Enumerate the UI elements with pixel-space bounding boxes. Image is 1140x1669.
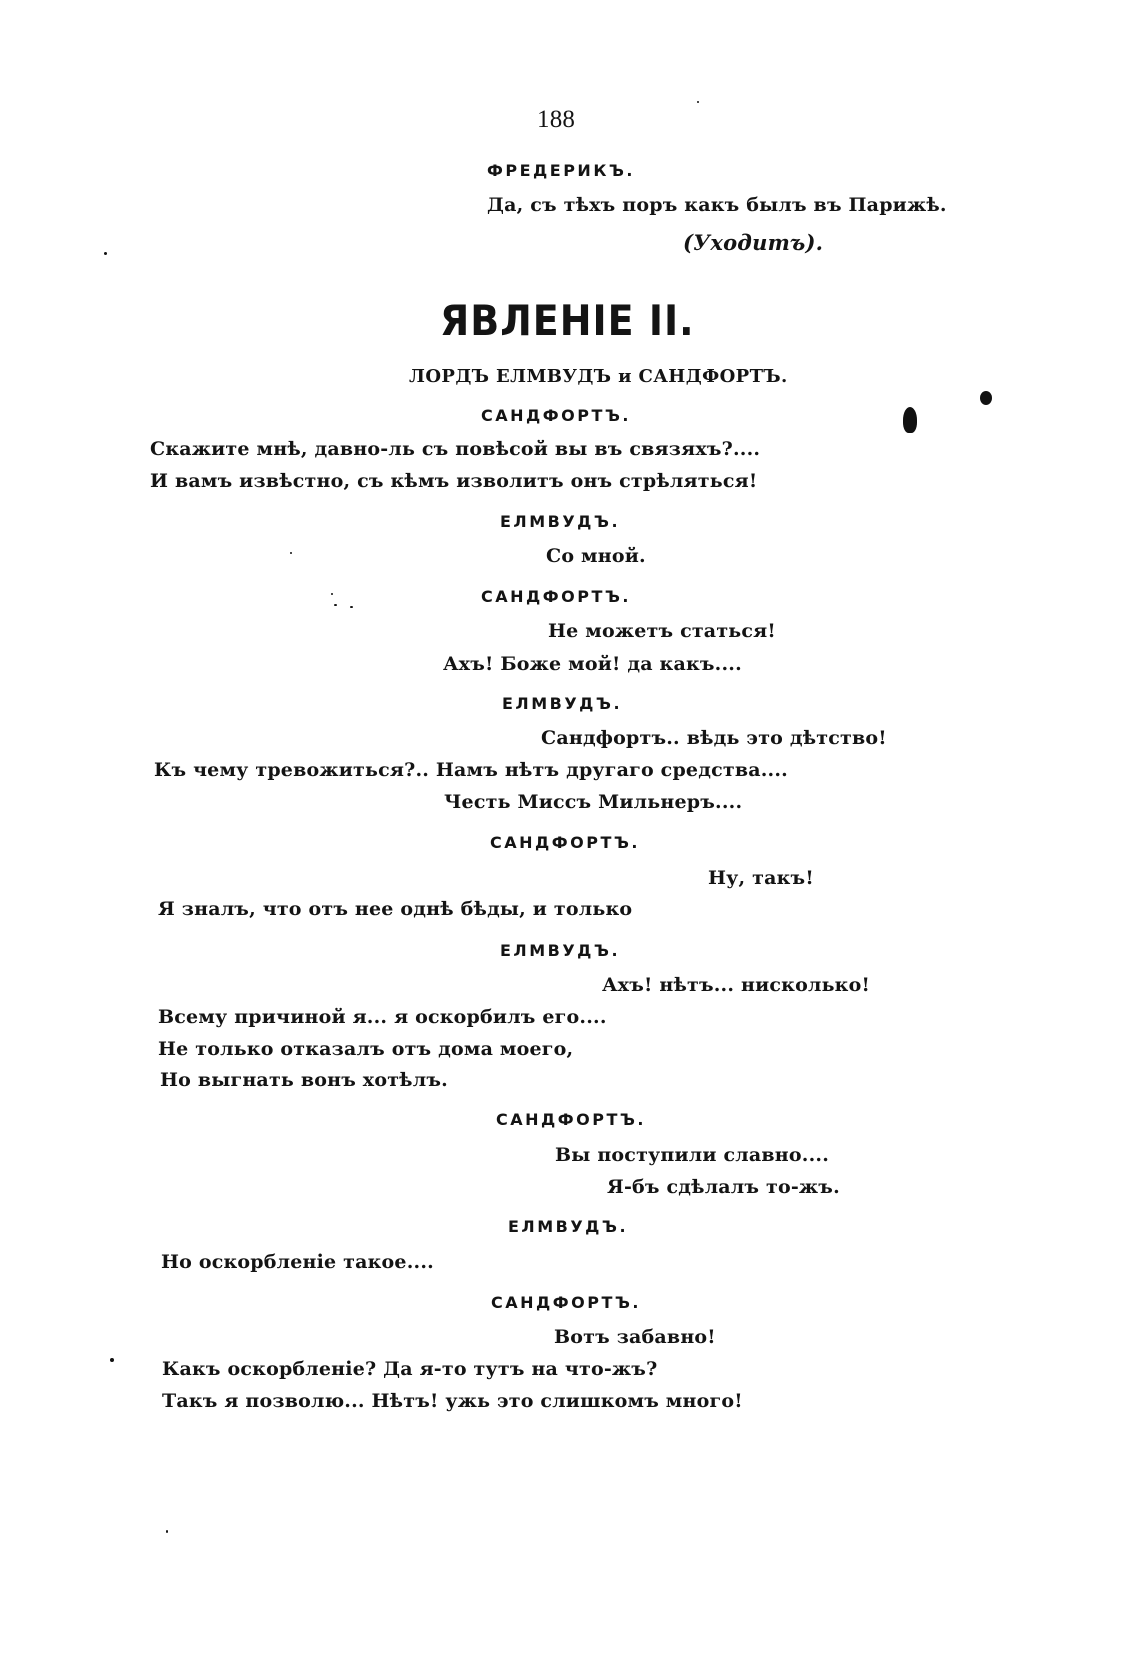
verse-line: И вамъ извѣстно, съ кѣмъ изволитъ онъ стрѣляться! (150, 470, 758, 492)
verse-line: Не можетъ статься! (548, 620, 776, 642)
speaker-frederick: ФРЕДЕРИКЪ. (487, 161, 636, 180)
verse-line: Ахъ! Боже мой! да какъ.... (443, 653, 742, 675)
ink-speck (350, 606, 353, 608)
verse-line: Ну, такъ! (708, 867, 814, 889)
ink-speck (166, 1530, 168, 1533)
speaker-elmwood: ЕЛМВУДЪ. (508, 1217, 629, 1236)
verse-line: Какъ оскорбленіе? Да я-то тутъ на что-жъ? (162, 1358, 658, 1380)
ink-blot (903, 407, 917, 433)
verse-line: Я зналъ, что отъ нее однѣ бѣды, и только (158, 898, 633, 920)
stage-direction: (Уходитъ). (683, 230, 824, 255)
speaker-sandfort: САНДФОРТЪ. (481, 406, 631, 425)
verse-line: Вотъ забавно! (554, 1326, 716, 1348)
speaker-sandfort: САНДФОРТЪ. (490, 833, 640, 852)
verse-line: Ахъ! нѣтъ... нисколько! (602, 974, 870, 996)
verse-line: Не только отказалъ отъ дома моего, (158, 1038, 574, 1060)
scene-persons: ЛОРДЪ ЕЛМВУДЪ и САНДФОРТЪ. (409, 366, 788, 387)
verse-line: Но оскорбленіе такое.... (161, 1251, 434, 1273)
ink-speck (334, 604, 337, 606)
verse-line: Къ чему тревожиться?.. Намъ нѣтъ другаго средства.... (154, 759, 789, 781)
ink-speck (697, 101, 699, 103)
speaker-elmwood: ЕЛМВУДЪ. (502, 694, 623, 713)
verse-line: Со мной. (546, 545, 646, 567)
verse-line: Сандфортъ.. вѣдь это дѣтство! (541, 727, 887, 749)
speaker-sandfort: САНДФОРТЪ. (491, 1293, 641, 1312)
speaker-elmwood: ЕЛМВУДЪ. (500, 941, 621, 960)
verse-line: Честь Миссъ Мильнеръ.... (444, 791, 743, 813)
ink-speck (110, 1358, 114, 1362)
scene-title: ЯВЛЕНІЕ II. (440, 296, 695, 346)
ink-speck (104, 252, 107, 255)
ink-speck (290, 552, 292, 554)
speaker-sandfort: САНДФОРТЪ. (496, 1110, 646, 1129)
ink-blot (980, 391, 992, 405)
ink-speck (331, 593, 333, 595)
verse-line: Да, съ тѣхъ поръ какъ былъ въ Парижѣ. (487, 194, 947, 216)
verse-line: Вы поступили славно.... (555, 1144, 830, 1166)
verse-line: Всему причиной я... я оскорбилъ его.... (158, 1006, 607, 1028)
verse-line: Такъ я позволю... Нѣтъ! ужь это слишкомъ много! (162, 1390, 743, 1412)
verse-line: Скажите мнѣ, давно-ль съ повѣсой вы въ связяхъ?.... (150, 438, 761, 460)
verse-line: Но выгнать вонъ хотѣлъ. (160, 1069, 448, 1091)
verse-line: Я-бъ сдѣлалъ то-жъ. (607, 1176, 840, 1198)
speaker-sandfort: САНДФОРТЪ. (481, 587, 631, 606)
speaker-elmwood: ЕЛМВУДЪ. (500, 512, 621, 531)
page-number: 188 (537, 106, 576, 133)
